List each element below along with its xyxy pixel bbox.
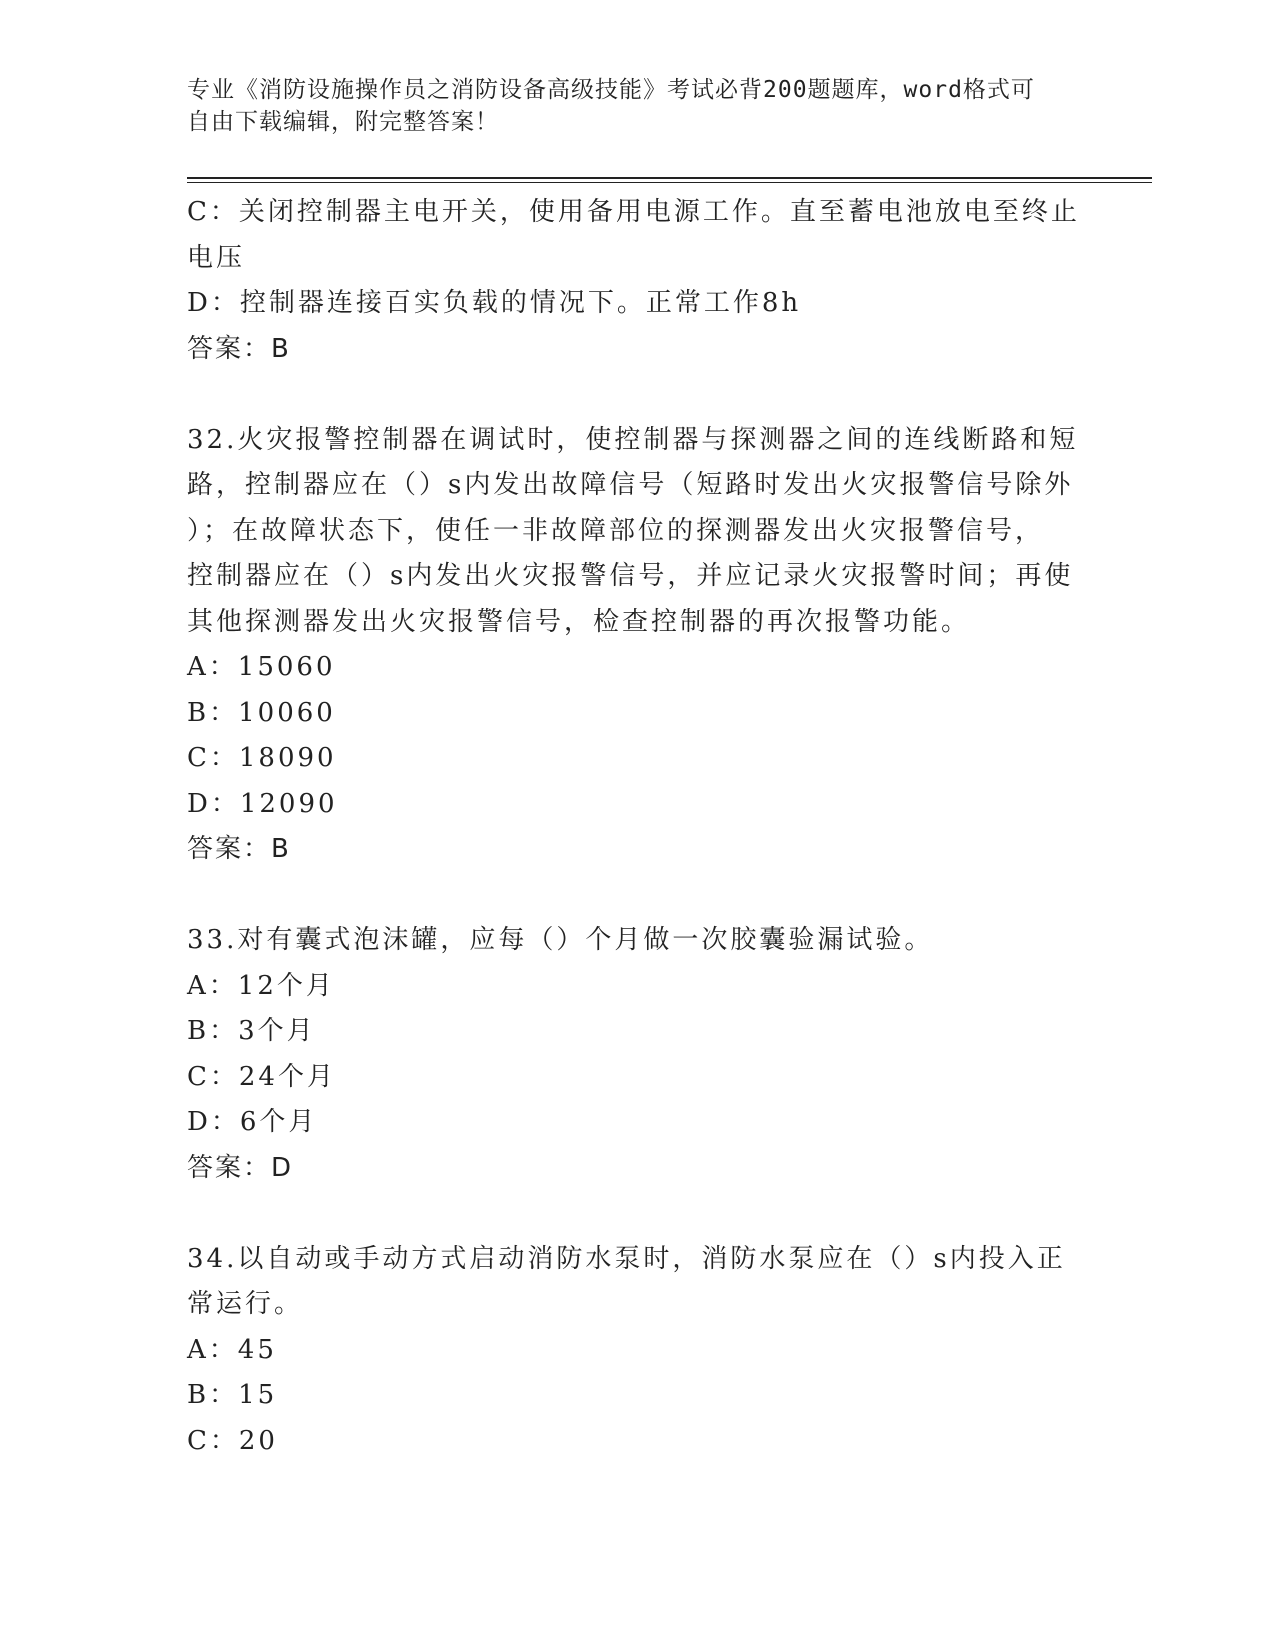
question-33 — [187, 918, 1087, 1191]
question-stem-line: 34.以自动或手动方式启动消防水泵时，消防水泵应在（）s内投入正 — [187, 1243, 1066, 1274]
spacer — [187, 1191, 1087, 1237]
option-c: C：18090 — [187, 743, 337, 773]
option-a: A：15060 — [187, 652, 336, 682]
question-stem-line: ）；在故障状态下，使任一非故障部位的探测器发出火灾报警信号， — [187, 515, 1045, 546]
question-stem-line: 其他探测器发出火灾报警信号，检查控制器的再次报警功能。 — [187, 606, 971, 637]
question-stem: 33.对有囊式泡沫罐，应每（）个月做一次胶囊验漏试验。 — [187, 925, 934, 955]
question-content — [187, 190, 1087, 1464]
document-header — [187, 74, 1067, 138]
question-32 — [187, 418, 1087, 873]
option-c-continued: 电压 — [187, 242, 246, 273]
option-b: B：3个月 — [187, 1016, 316, 1046]
answer-label: 答案：D — [187, 1152, 294, 1183]
option-d: D：控制器连接百实负载的情况下。正常工作8h — [187, 288, 802, 318]
question-stem-line: 常运行。 — [187, 1289, 304, 1319]
question-34 — [187, 1237, 1087, 1465]
option-b: B：10060 — [187, 697, 336, 728]
answer-label: 答案：B — [187, 333, 291, 364]
option-c: C：20 — [187, 1425, 278, 1456]
spacer — [187, 372, 1087, 418]
question-stem-line: 控制器应在（）s内发出火灾报警信号，并应记录火灾报警时间；再使 — [187, 561, 1074, 591]
option-d: D：12090 — [187, 788, 338, 819]
question-stem-line: 路，控制器应在（）s内发出故障信号（短路时发出火灾报警信号除外 — [187, 470, 1074, 500]
option-d: D：6个月 — [187, 1107, 318, 1137]
header-line-1: 专业《消防设施操作员之消防设备高级技能》考试必背200题题库，word格式可 — [187, 77, 1035, 103]
option-b: B：15 — [187, 1380, 278, 1410]
option-a: A：45 — [187, 1334, 277, 1365]
option-a: A：12个月 — [187, 970, 335, 1001]
header-line-2: 自由下载编辑，附完整答案！ — [187, 109, 499, 135]
spacer — [187, 873, 1087, 919]
question-31-tail — [187, 190, 1087, 372]
header-divider — [187, 177, 1152, 183]
option-c: C：关闭控制器主电开关，使用备用电源工作。直至蓄电池放电至终止 — [187, 197, 1080, 227]
option-c: C：24个月 — [187, 1061, 336, 1092]
answer-label: 答案：B — [187, 834, 291, 864]
question-stem-line: 32.火灾报警控制器在调试时，使控制器与探测器之间的连线断路和短 — [187, 424, 1079, 455]
